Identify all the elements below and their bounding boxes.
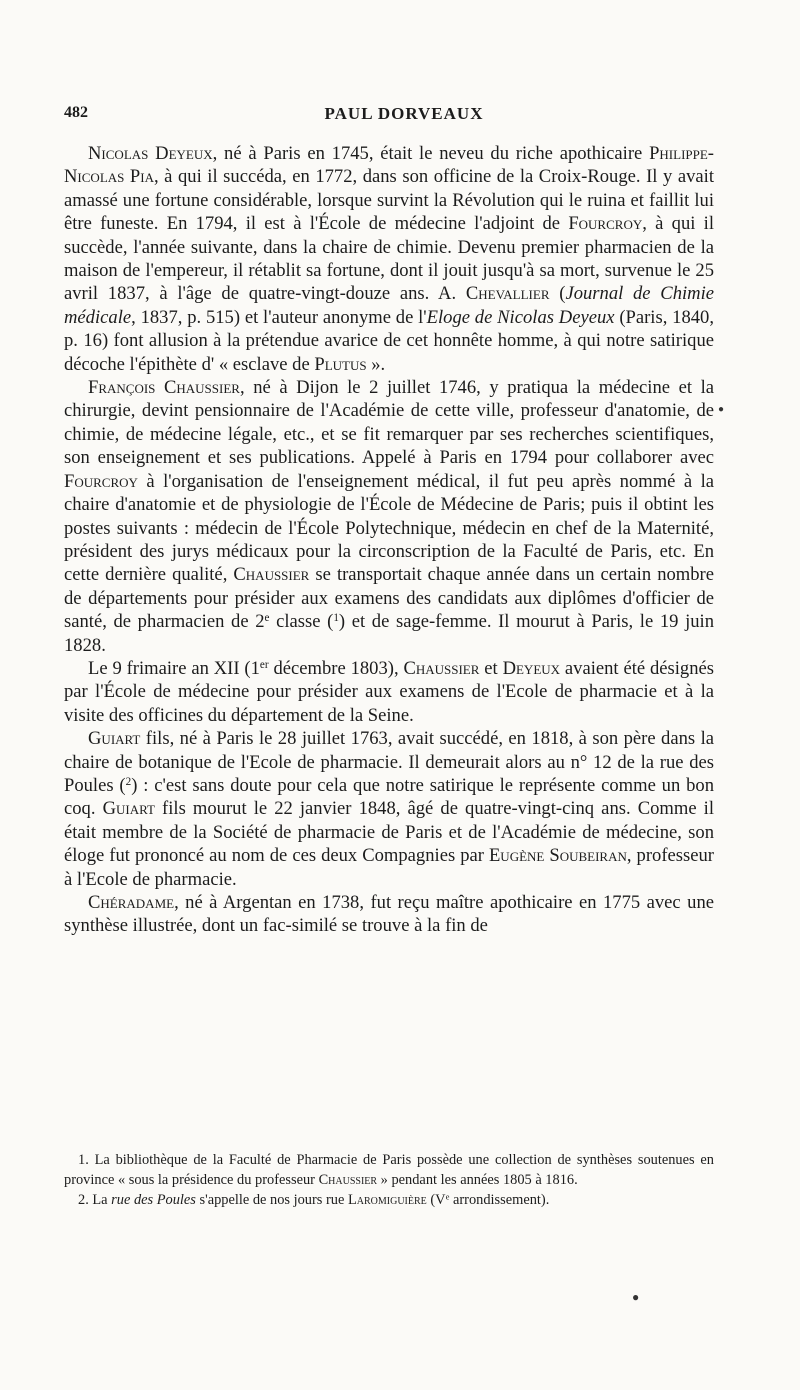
text-run: , professeur à l'Ecole de pharmacie. — [64, 845, 714, 890]
person-name: Fourcroy — [64, 470, 138, 492]
paragraph-deyeux — [64, 142, 714, 376]
footnotes — [64, 1150, 714, 1210]
text-run: , à qui il succède, l'année suivante, dans la chaire de chimie. Devenu premier pharmacien de la maison de l'empereur, il rétablit sa fortune, dont il jouit jusqu'à sa mort, survenue le 25 avril 1837, à l'âge de quatre-vingt-douze ans. A. — [64, 213, 714, 305]
book-title: Eloge de Nicolas Deyeux — [426, 306, 615, 328]
text-run: , 1837, p. 515) et l'auteur anonyme de l' — [131, 306, 427, 328]
text-run: , né à Paris en 1745, était le neveu du riche apothicaire — [212, 143, 650, 164]
person-name: Laromiguière — [347, 1192, 427, 1208]
person-name: Eugène Soubeiran — [488, 845, 627, 867]
text-run: ) et de sage-femme. Il mourut à Paris, le 19 juin 1828. — [64, 611, 714, 656]
person-name: François Chaussier — [88, 377, 240, 399]
paragraph-chaussier — [64, 376, 714, 657]
text-run: à l'organisation de l'enseignement médical, il fut peu après nommé à la chaire d'anatomie et de physiologie de l'École de Médecine de Paris; puis il obtint les postes suivants : médecin de l'École Polytechnique, médecin en chef de la Maternité, président des jurys médicaux pour la circonscription de la Faculté de Paris, etc. En cette dernière qualité, — [64, 470, 714, 586]
body-text — [64, 142, 714, 938]
text-run: , né à Dijon le 2 juillet 1746, y pratiqua la médecine et la chirurgie, devint pensionnaire de l'Académie de cette ville, professeur d'anatomie, de chimie, de médecine légale, etc., et se fit remarquer par ses recherches scientifiques, son enseignement et ses publications. Appelé à Paris en 1794 pour collaborer avec — [64, 377, 714, 469]
text-run: avaient été désignés par l'École de médecine pour présider aux examens de l'Ecole de pharmacie et à la visite des officines du département de la Seine. — [64, 657, 715, 726]
text-run: fils mourut le 22 janvier 1848, âgé de quatre-vingt-cinq ans. Comme il était membre de la Société de pharmacie de Paris et de l'Académie de médecine, son éloge fut prononcé au nom de ces deux Compagnies par — [64, 798, 714, 867]
street-name: rue des Poules — [111, 1192, 196, 1208]
paragraph-guiart — [64, 727, 714, 891]
person-name: Nicolas Deyeux — [88, 143, 213, 164]
page-header — [64, 104, 744, 130]
ink-speck: ● — [632, 1290, 640, 1304]
footnote-ref-1[interactable]: 1 — [333, 612, 339, 624]
superscript: e — [445, 1191, 450, 1202]
superscript: e — [264, 612, 270, 624]
person-name: Chéradame — [88, 892, 175, 913]
text-run: ». — [366, 353, 386, 375]
text-run: fils, né à Paris le 28 juillet 1763, avait succédé, en 1818, à son père dans la chaire de botanique de l'Ecole de pharmacie. Il demeurait alors au n° 12 de la rue des Poules ( — [64, 728, 714, 796]
page-number: 482 — [64, 104, 88, 121]
ink-speck: ● — [718, 404, 725, 415]
running-head: PAUL DORVEAUX — [324, 104, 484, 123]
footnote-1 — [64, 1150, 714, 1190]
text-run: 1. La bibliothèque de la Faculté de Pharmacie de Paris possède une collection de synthèses soutenues en province « sous la présidence du professeur — [64, 1152, 714, 1188]
text-run: classe ( — [269, 611, 334, 633]
text-run: (Paris, 1840, p. 16) font allusion à la prétendue avarice de cet honnête homme, à qui notre satirique décoche l'épithète d' « esclave de — [64, 306, 714, 375]
text-run: et — [479, 657, 503, 679]
text-run: s'appelle de nos jours rue — [195, 1192, 348, 1208]
footnote-ref-2[interactable]: 2 — [125, 775, 132, 788]
text-run: ) : c'est sans doute pour cela que notre satirique le représente comme un bon coq. — [64, 774, 714, 820]
text-run: décembre 1803), — [268, 657, 404, 679]
person-name: Chaussier — [403, 657, 480, 679]
text-run: (V — [426, 1192, 446, 1208]
person-name: Chaussier — [318, 1172, 378, 1188]
footnote-2 — [64, 1190, 714, 1210]
paragraph-cheradame — [64, 891, 714, 938]
text-run: ( — [549, 283, 566, 305]
text-run: se transportait chaque année dans un certain nombre de départements pour présider aux examens des candidats aux diplômes d'officier de santé, de pharmacien de 2 — [64, 564, 714, 633]
text-run: Le 9 frimaire an XII (1 — [88, 657, 260, 679]
person-name: Chaussier — [233, 564, 310, 586]
text-run: » pendant les années 1805 à 1816. — [377, 1172, 578, 1188]
journal-title: Journal de Chimie médicale — [64, 283, 715, 328]
person-name: Guiart — [88, 728, 141, 750]
paragraph-frimaire — [64, 657, 714, 727]
superscript: er — [259, 658, 269, 671]
person-name: Philippe-Nicolas Pia — [64, 143, 714, 188]
text-run: arrondissement). — [449, 1192, 550, 1208]
text-run: , né à Argentan en 1738, fut reçu maître apothicaire en 1775 avec une synthèse illustrée, dont un fac-similé se trouve à la fin de — [64, 892, 714, 937]
person-name: Chevallier — [465, 283, 550, 305]
person-name: Fourcroy — [568, 213, 643, 235]
text-run: , à qui il succéda, en 1772, dans son officine de la Croix-Rouge. Il y avait amassé une fortune considérable, lorsque survint la Révolution qui le ruina et faillit lui être funeste. En 1794, il est à l'École de médecine l'adjoint de — [64, 166, 714, 235]
person-name: Deyeux — [502, 657, 561, 679]
person-name: Guiart — [102, 798, 155, 820]
person-name: Plutus — [314, 353, 367, 375]
text-run: 2. La — [78, 1192, 112, 1208]
